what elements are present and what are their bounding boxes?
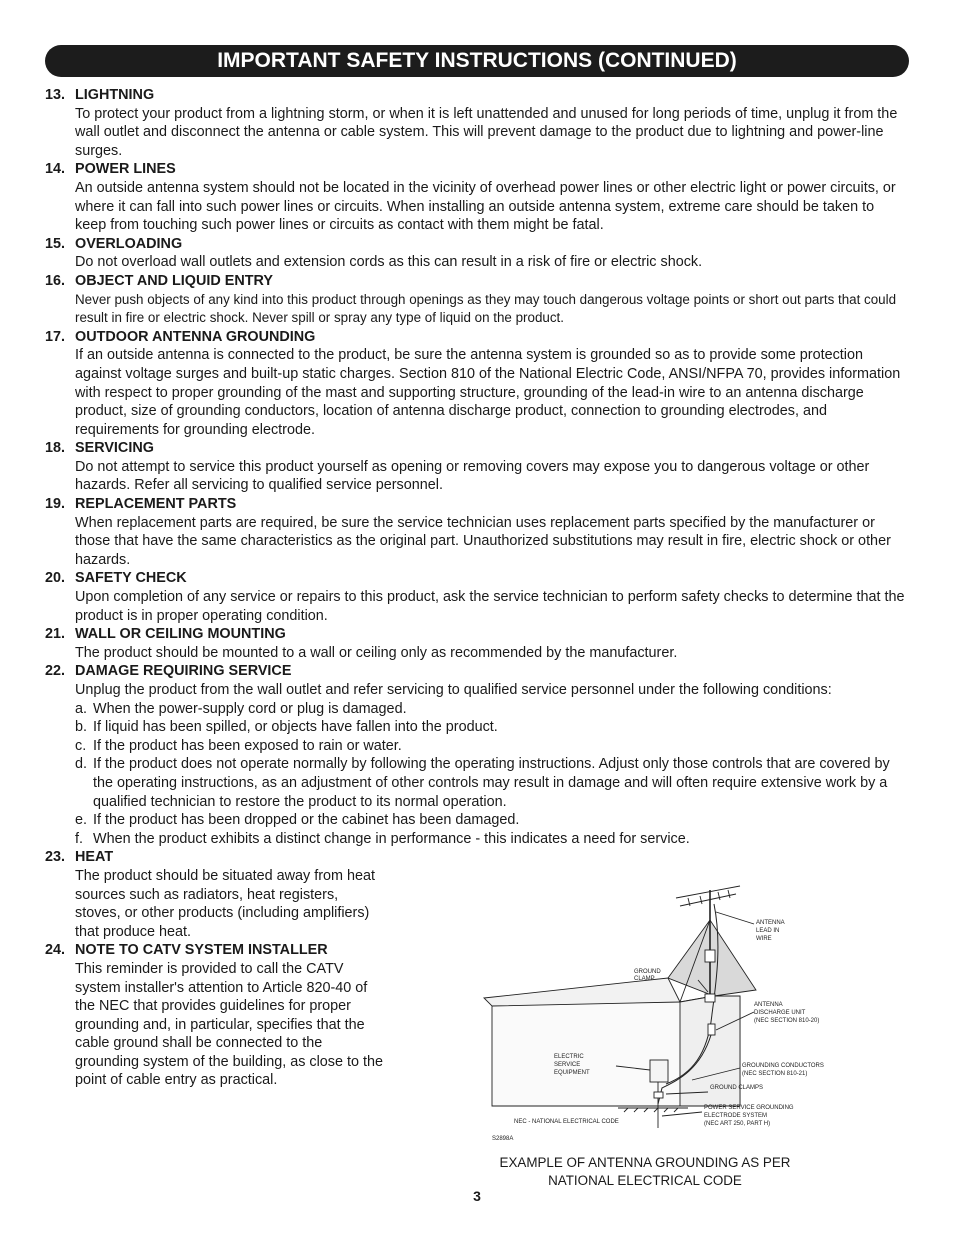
item-title: OVERLOADING	[75, 235, 183, 252]
item-title: OBJECT AND LIQUID ENTRY	[75, 272, 274, 289]
item-number: 20.	[45, 570, 66, 587]
label-power-service-grounding	[704, 1105, 794, 1127]
instruction-item-15	[45, 235, 909, 272]
page-title: IMPORTANT SAFETY INSTRUCTIONS (CONTINUED)	[217, 49, 737, 72]
diagram-label: GROUNDING CONDUCTORS	[742, 1063, 824, 1069]
diagram-label: GROUND CLAMPS	[710, 1085, 764, 1091]
instruction-item-24	[45, 941, 385, 1090]
item-body: Do not overload wall outlets and extension cords as this can result in a risk of fire or electric shock.	[75, 254, 703, 271]
sub-item-text: If the product has been dropped or the cabinet has been damaged.	[93, 812, 520, 829]
instruction-item-14	[45, 160, 909, 234]
item-number: 13.	[45, 87, 66, 103]
item-number: 23.	[45, 849, 66, 866]
diagram-label: POWER SERVICE GROUNDING	[704, 1105, 794, 1111]
item-title: POWER LINES	[75, 161, 176, 178]
sub-item-text: If the product does not operate normally by following the operating instructions. Adjust only those controls that are covered by the operating instructions, as an adjustment of other controls may result in damage and will often require extensive work by a qualified technician to restore the product to its normal operation.	[93, 756, 890, 810]
diagram-label: (NEC SECTION 810-21)	[742, 1071, 808, 1077]
diagram-caption	[470, 1154, 820, 1190]
instruction-item-16	[45, 272, 909, 328]
item-title: DAMAGE REQUIRING SERVICE	[75, 663, 292, 680]
diagram-label: ELECTRODE SYSTEM	[704, 1113, 768, 1119]
instruction-item-13	[45, 86, 909, 160]
item-body: Unplug the product from the wall outlet and refer servicing to qualified service personnel under the following conditions:	[75, 682, 832, 698]
sub-item-letter: a.	[75, 700, 88, 717]
instruction-item-17	[45, 328, 909, 440]
sub-item	[75, 718, 909, 737]
sub-item	[75, 811, 909, 830]
sub-item-text: If the product has been exposed to rain or water.	[93, 737, 402, 754]
item-body: To protect your product from a lightning storm, or when it is left unattended and unused for long periods of time, unplug it from the wall outlet and disconnect the antenna or cable system. This will prevent damage to the product due to lightning and power-line surges.	[75, 105, 898, 159]
caption-line: NATIONAL ELECTRICAL CODE	[548, 1173, 742, 1188]
sub-item	[75, 755, 909, 811]
sub-item-letter: d.	[75, 756, 88, 773]
label-figure-code	[492, 1136, 513, 1142]
item-title: NOTE TO CATV SYSTEM INSTALLER	[75, 942, 328, 959]
label-ground-clamps	[710, 1085, 763, 1091]
diagram-label: SERVICE	[554, 1062, 581, 1068]
instruction-item-20	[45, 569, 909, 625]
item-number: 15.	[45, 235, 66, 252]
item-number: 19.	[45, 496, 66, 513]
item-body: The product should be mounted to a wall or ceiling only as recommended by the manufacturer.	[75, 644, 678, 661]
caption-line: EXAMPLE OF ANTENNA GROUNDING AS PER	[499, 1155, 791, 1170]
diagram-label: ANTENNA	[754, 1002, 783, 1008]
sub-item	[75, 700, 909, 719]
instruction-item-18	[45, 439, 909, 495]
item-number: 21.	[45, 626, 66, 643]
item-number: 22.	[45, 663, 66, 680]
antenna-discharge-unit	[708, 1024, 715, 1035]
mast-ground-clamp	[705, 950, 715, 962]
item-body: When replacement parts are required, be sure the service technician uses replacement parts specified by the manufacturer or those that have the same characteristics as the original part. Unauthorized substitutions may result in fire, electric shock or other hazards.	[75, 514, 891, 568]
sub-item-letter: c.	[75, 737, 87, 754]
item-body: Upon completion of any service or repairs to this product, ask the service technician to perform safety checks to determine that the product is in proper operating condition.	[75, 589, 905, 624]
instruction-item-21	[45, 625, 909, 662]
diagram-label: DISCHARGE UNIT	[754, 1010, 806, 1016]
item-body: This reminder is provided to call the CATV system installer's attention to Article 820-40 of the NEC that provides guidelines for proper grounding and, in particular, specifies that the cable ground shall be connected to the grounding system of the building, as close to the point of cable entry as practical.	[75, 960, 383, 1089]
item-title: WALL OR CEILING MOUNTING	[75, 626, 286, 643]
label-grounding-conductors	[742, 1063, 824, 1077]
diagram-label: S2898A	[492, 1136, 514, 1142]
item-body: The product should be situated away from heat sources such as radiators, heat registers, stoves, or other products (including amplifiers) that produce heat.	[75, 867, 375, 940]
item-title: SERVICING	[75, 440, 154, 457]
ground-clamps	[654, 1092, 663, 1098]
diagram-label: LEAD IN	[756, 928, 780, 934]
item-number: 14.	[45, 161, 66, 178]
diagram-label: WIRE	[756, 936, 772, 942]
instruction-item-23	[45, 848, 385, 941]
diagram-label: NEC - NATIONAL ELECTRICAL CODE	[514, 1119, 619, 1125]
electric-service-box	[650, 1060, 668, 1082]
item-body: An outside antenna system should not be located in the vicinity of overhead power lines or other electric light or power circuits, or where it can fall into such power lines or circuits. When installing an outside antenna system, extreme care should be taken to keep from touching such power lines or circuits as contact with them might be fatal.	[75, 179, 896, 234]
diagram-label: (NEC ART 250, PART H)	[704, 1121, 771, 1127]
item-number: 16.	[45, 272, 66, 289]
item-number: 24.	[45, 942, 66, 959]
antenna-grounding-diagram	[478, 884, 838, 1148]
page-title-banner	[45, 45, 909, 77]
sub-item-text: When the product exhibits a distinct change in performance - this indicates a need for service.	[93, 830, 690, 847]
sub-item-letter: f.	[75, 830, 83, 847]
instruction-item-22	[45, 662, 909, 848]
diagram-label: (NEC SECTION 810-20)	[754, 1018, 820, 1024]
item-body: If an outside antenna is connected to the product, be sure the antenna system is grounded so as to provide some protection against voltage surges and built-up static charges. Section 810 of the National Electric Code, ANSI/NFPA 70, provides information with respect to proper grounding of the mast and supporting structure, grounding of the lead-in wire to an antenna discharge product, size of grounding conductors, location of antenna discharge product, connection to grounding electrodes, and requirements for grounding electrode.	[75, 347, 901, 438]
label-antenna-lead-in	[756, 920, 785, 942]
diagram-label: CLAMP	[634, 976, 655, 982]
item-body: Do not attempt to service this product yourself as opening or removing covers may expose you to dangerous voltage or other hazards. Refer all servicing to qualified service personnel.	[75, 458, 870, 494]
diagram-label: ANTENNA	[756, 920, 785, 926]
page-number: 3	[473, 1188, 481, 1204]
sub-item-text: When the power-supply cord or plug is damaged.	[93, 700, 407, 717]
item-number: 17.	[45, 328, 66, 345]
antenna-element	[676, 886, 740, 898]
diagram-label: EQUIPMENT	[554, 1070, 590, 1076]
label-nec-note	[514, 1119, 619, 1125]
item-number: 18.	[45, 440, 66, 457]
sub-item	[75, 830, 909, 849]
diagram-label: GROUND	[634, 969, 661, 975]
item-title: HEAT	[75, 849, 114, 866]
instruction-item-19	[45, 495, 909, 569]
item-body: Never push objects of any kind into this product through openings as they may touch dangerous voltage points or short out parts that could result in fire or electric shock. Never spill or spray any type of liquid on the product.	[75, 291, 897, 326]
diagram-label: ELECTRIC	[554, 1054, 584, 1060]
item-title: REPLACEMENT PARTS	[75, 496, 237, 513]
item-title: LIGHTNING	[75, 87, 155, 103]
sub-item	[75, 737, 909, 756]
sub-item-letter: b.	[75, 719, 88, 736]
item-title: SAFETY CHECK	[75, 570, 187, 587]
label-discharge-unit	[754, 1002, 819, 1024]
sub-item-text: If liquid has been spilled, or objects have fallen into the product.	[93, 719, 498, 736]
sub-item-letter: e.	[75, 812, 88, 829]
item-title: OUTDOOR ANTENNA GROUNDING	[75, 328, 316, 345]
